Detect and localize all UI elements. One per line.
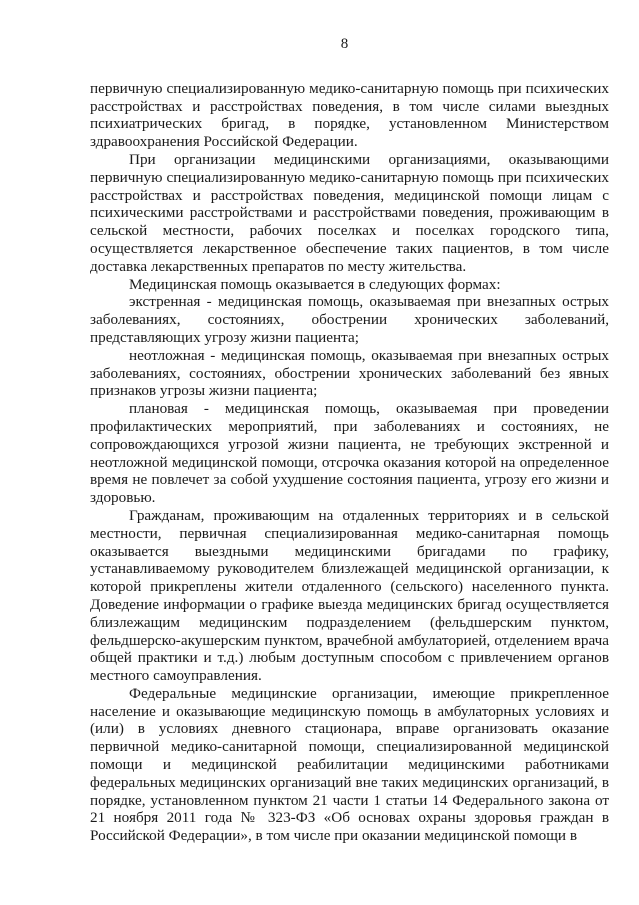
paragraph: Медицинская помощь оказывается в следующих формах: [129, 275, 501, 293]
paragraph: экстренная - медицинская помощь, оказываемая при внезапных острых заболеваниях, состояниях, обострении хронических заболеваний, представляющих угрозу жизни пациента; [90, 293, 609, 346]
document-body [90, 80, 609, 845]
paragraph: неотложная - медицинская помощь, оказываемая при внезапных острых заболеваниях, состояниях, обострении хронических заболеваний без явных признаков угрозы жизни пациента; [90, 346, 609, 400]
paragraph: Гражданам, проживающим на отдаленных территориях и в сельской местности, первичная специализированная медико-санитарная помощь оказывается выездными медицинскими бригадами по графику, устанавливаемому руководителем близлежащей медицинской организации, к которой прикреплены жители отдаленного (сельского) населенного пункта. Доведение информации о графике выезда медицинских бригад осуществляется близлежащим медицинским подразделением (фельдшерским пунктом, фельдшерско-акушерским пунктом, врачебной амбулаторией, отделением врача общей практики и т.д.) любым доступным способом с привлечением органов местного самоуправления. [90, 506, 609, 685]
paragraph: плановая - медицинская помощь, оказываемая при проведении профилактических мероприятий, при заболеваниях и состояниях, не сопровождающихся угрозой жизни пациента, не требующих экстренной и неотложной медицинской помощи, отсрочка оказания которой на определенное время не повлечет за собой ухудшение состояния пациента, угрозу его жизни и здоровью. [90, 400, 609, 507]
paragraph: При организации медицинскими организациями, оказывающими первичную специализированную медико-санитарную помощь при психических расстройствах и расстройствах поведения, медицинской помощи лицам с психическими расстройствами и расстройствами поведения, проживающим в сельской местности, рабочих поселках и поселках городского типа, осуществляется лекарственное обеспечение таких пациентов, в том числе доставка лекарственных препаратов по месту жительства. [90, 150, 609, 275]
page-number: 8 [340, 36, 349, 52]
paragraph: первичную специализированную медико-санитарную помощь при психических расстройствах и расстройствах поведения, в том числе силами выездных психиатрических бригад, в порядке, установленном Министерством здравоохранения Российской Федерации. [90, 79, 609, 151]
paragraph: Федеральные медицинские организации, имеющие прикрепленное население и оказывающие медицинскую помощь в амбулаторных условиях и (или) в условиях дневного стационара, вправе организовать оказание первичной медико-санитарной помощи, специализированной медицинской помощи и медицинской реабилитации медицинскими работниками федеральных медицинских организаций вне таких медицинских организаций, в порядке, установленном пунктом 21 части 1 статьи 14 Федерального закона от 21 ноября 2011 года № 323-ФЗ «Об основах охраны здоровья граждан в Российской Федерации», в том числе при оказании медицинской помощи в [90, 684, 609, 845]
